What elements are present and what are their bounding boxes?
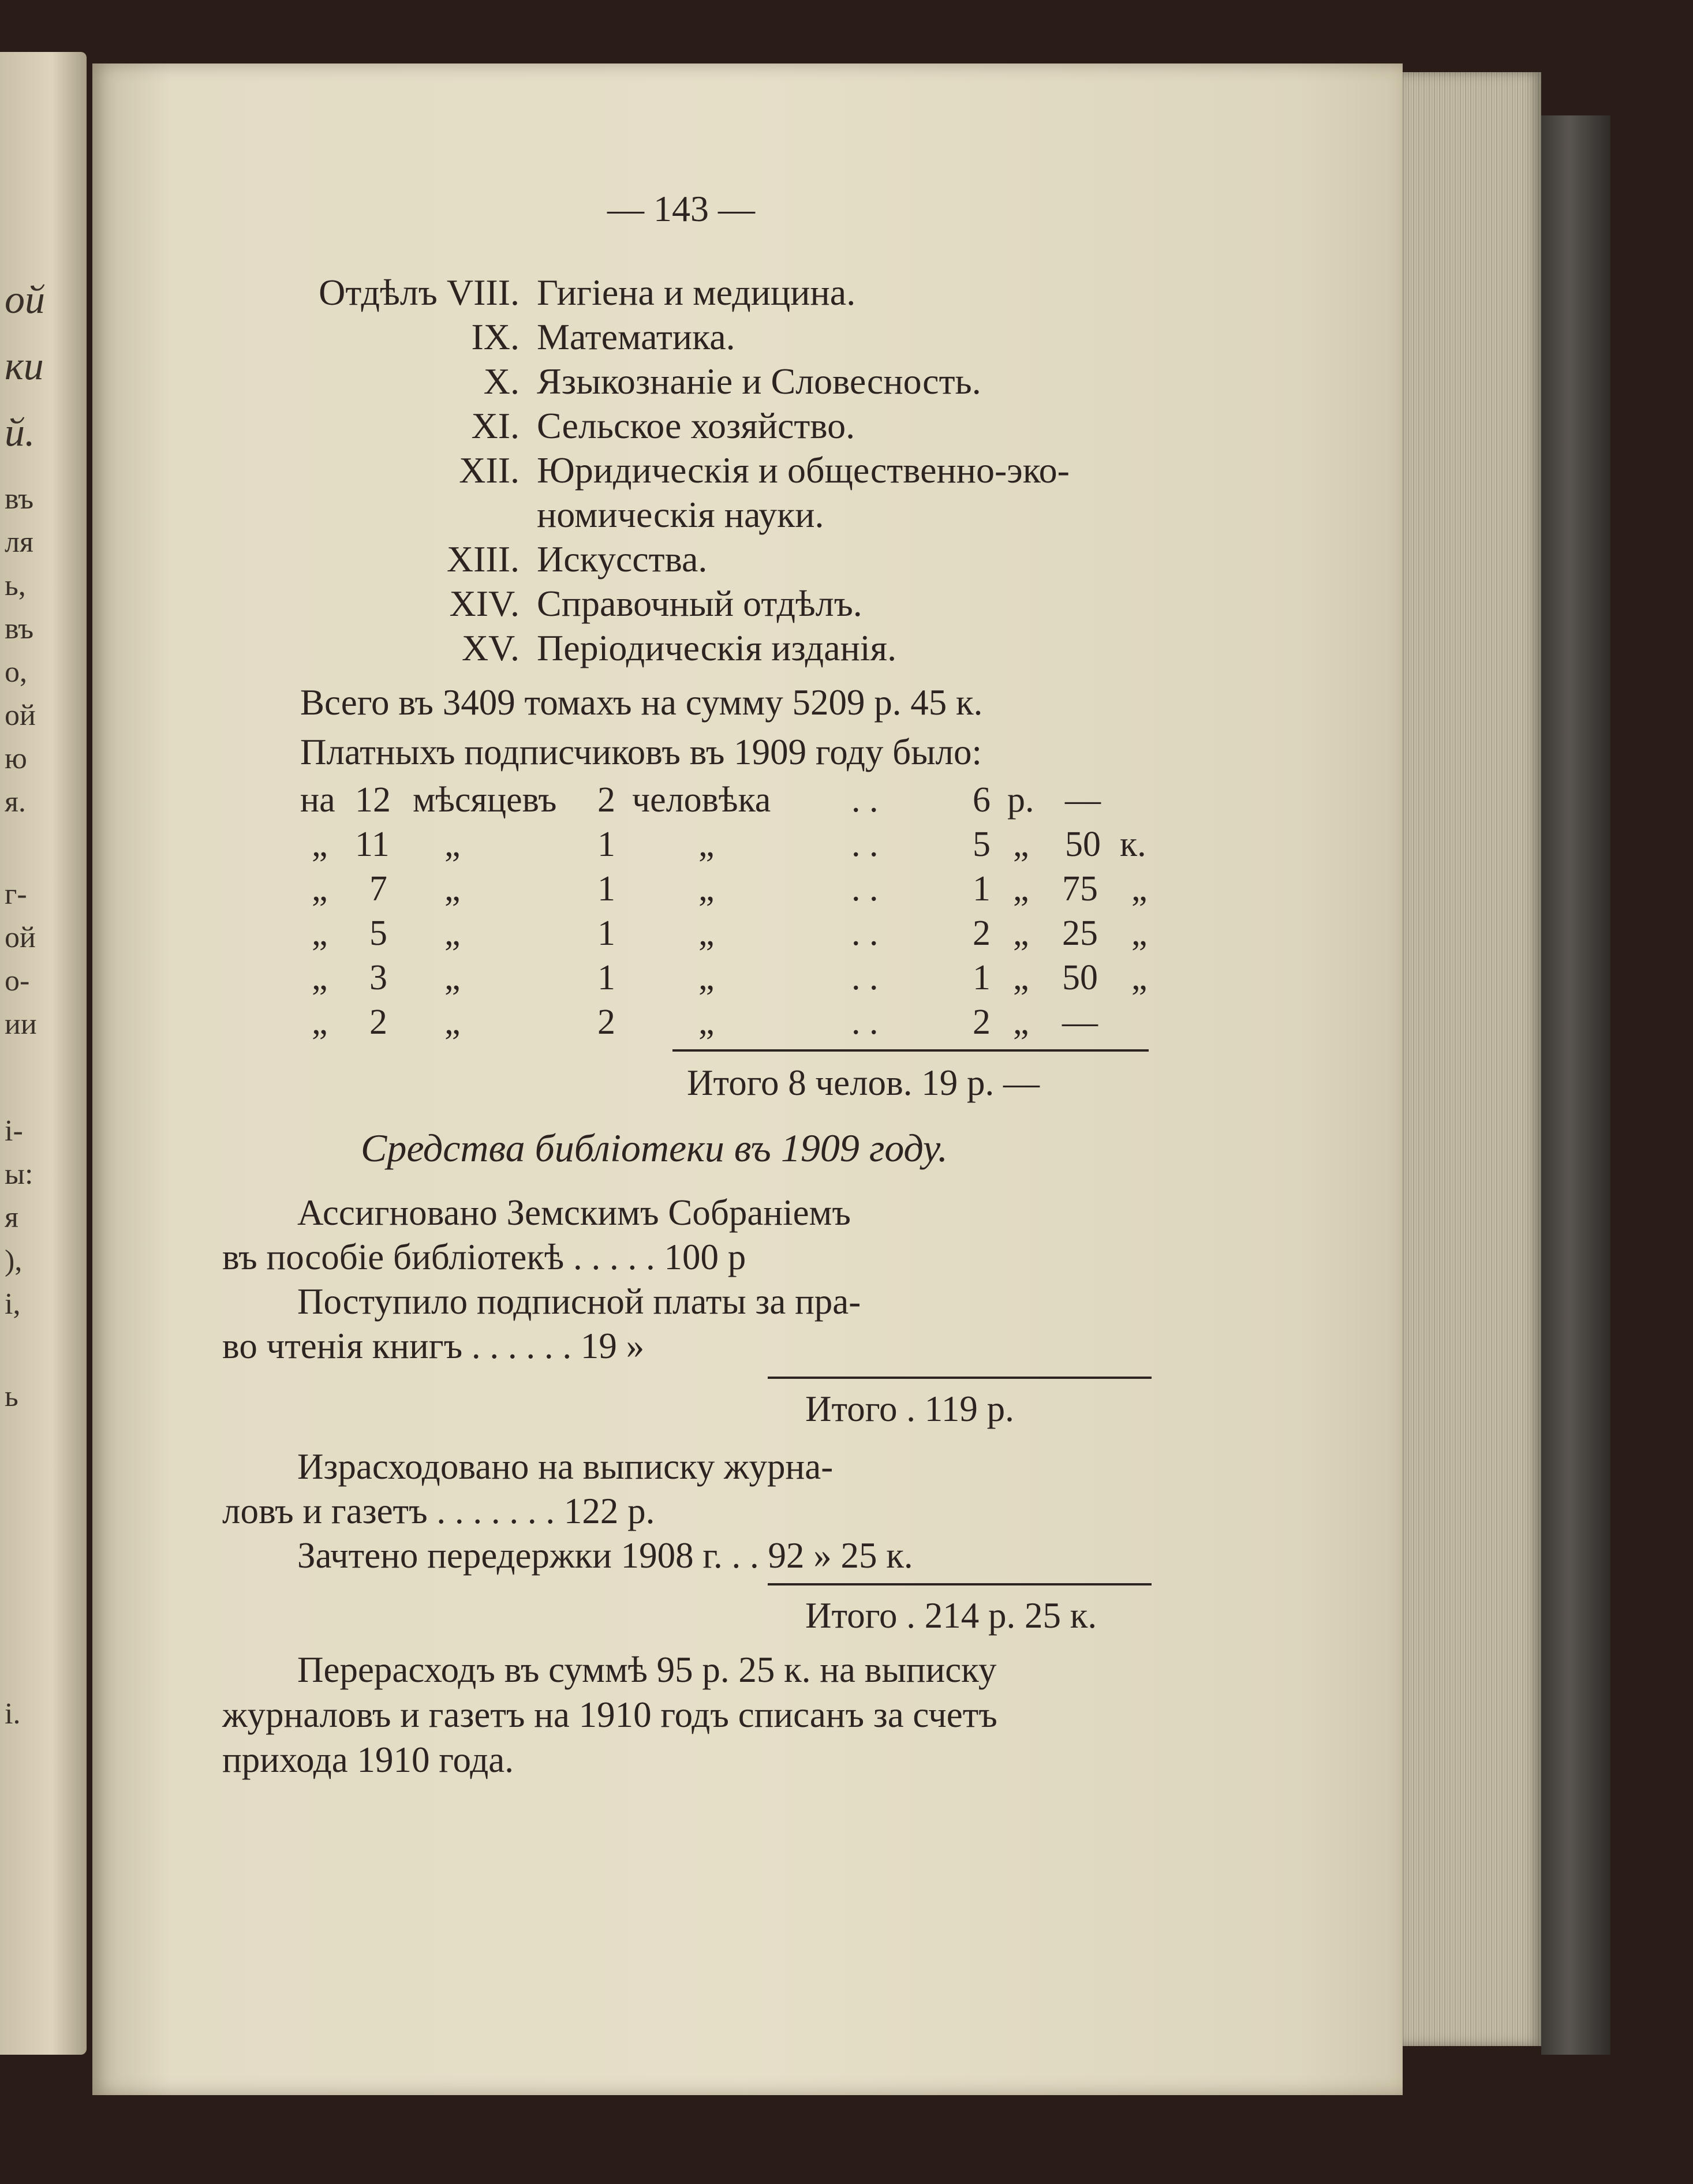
- person-count: 1: [597, 869, 615, 908]
- total-rule: [768, 1583, 1152, 1585]
- kopecks: 25: [1062, 914, 1098, 953]
- income-total: Итого . 119 р.: [805, 1389, 1014, 1429]
- department-title: Справочный отдѣлъ.: [537, 583, 862, 624]
- total-volumes: Всего въ 3409 томахъ на сумму 5209 р. 45 к.: [300, 682, 983, 723]
- leader-dots: . .: [851, 1003, 879, 1042]
- department-title: Математика.: [537, 316, 735, 357]
- facing-page-fragment: ю: [5, 742, 27, 775]
- months-unit: „: [444, 914, 461, 953]
- months: 3: [369, 958, 387, 997]
- leader-dots: . .: [851, 869, 879, 908]
- leader-dots: . .: [851, 780, 879, 820]
- rubles: 2: [973, 914, 991, 953]
- facing-page-fragment: й.: [5, 410, 35, 455]
- subscriber-row: [300, 1004, 1154, 1045]
- facing-page-fragment: ой: [5, 278, 45, 322]
- department-title-continuation: номическія науки.: [537, 494, 824, 535]
- rubles: 6: [973, 780, 991, 820]
- facing-page-fragment: ки: [5, 344, 44, 388]
- facing-page-fragment: я.: [5, 786, 26, 818]
- facing-page-fragment: ии: [5, 1008, 37, 1041]
- persons-unit: „: [698, 869, 715, 908]
- department-number: Отдѣлъ VIII.: [319, 272, 520, 313]
- kopecks-unit: „: [1131, 869, 1148, 908]
- months: 2: [369, 1003, 387, 1042]
- persons-unit: „: [698, 958, 715, 997]
- months: 11: [355, 825, 390, 864]
- facing-page-fragment: і.: [5, 1697, 21, 1730]
- subscriber-row: [300, 960, 1154, 1000]
- subscriber-row: [300, 827, 1154, 867]
- months: 7: [369, 869, 387, 908]
- row-prefix: „: [312, 825, 328, 864]
- rubles: 1: [973, 869, 991, 908]
- expense-line: ловъ и газетъ . . . . . . . 122 р.: [222, 1491, 655, 1531]
- facing-page-fragment: ой: [5, 699, 36, 732]
- persons-unit: „: [698, 1003, 715, 1042]
- facing-page-fragment: о-: [5, 964, 30, 997]
- department-title: Сельское хозяйство.: [537, 405, 855, 446]
- department-number: IX.: [471, 316, 520, 357]
- rubles: 1: [973, 958, 991, 997]
- facing-page-fragment: ы:: [5, 1158, 33, 1191]
- facing-page-fragment: ),: [5, 1244, 23, 1277]
- months-unit: мѣсяцевъ: [413, 780, 557, 820]
- months-unit: „: [444, 869, 461, 908]
- department-number: XII.: [459, 450, 520, 491]
- expense-total: Итого . 214 р. 25 к.: [805, 1595, 1097, 1636]
- rubles-unit: „: [1013, 914, 1029, 953]
- kopecks: 75: [1062, 869, 1098, 908]
- row-prefix: „: [312, 958, 328, 997]
- kopecks-unit: к.: [1120, 825, 1146, 864]
- rubles-unit: „: [1013, 825, 1029, 864]
- book-cover: [1541, 115, 1610, 2055]
- section-title: Средства библіотеки въ 1909 году.: [361, 1126, 948, 1170]
- kopecks: 50: [1065, 825, 1101, 864]
- facing-page-fragment: і-: [5, 1115, 23, 1147]
- person-count: 1: [597, 958, 615, 997]
- person-count: 1: [597, 825, 615, 864]
- closing-line: прихода 1910 года.: [222, 1740, 514, 1780]
- kopecks: 50: [1062, 958, 1098, 997]
- facing-page-fragment: г-: [5, 878, 27, 911]
- department-number: XI.: [471, 405, 520, 446]
- facing-page-fragment: въ: [5, 483, 34, 515]
- leader-dots: . .: [851, 914, 879, 953]
- facing-page-fragment: о,: [5, 656, 27, 689]
- page-block-edges: [1403, 72, 1541, 2046]
- row-prefix: на: [300, 780, 335, 820]
- facing-page-fragment: я: [5, 1201, 18, 1234]
- rubles: 2: [973, 1003, 991, 1042]
- facing-page-fragment: і,: [5, 1288, 21, 1321]
- row-prefix: „: [312, 1003, 328, 1042]
- department-title: Языкознаніе и Словесность.: [537, 361, 981, 402]
- kopecks-unit: „: [1131, 914, 1148, 953]
- facing-page-fragment: ой: [5, 921, 36, 954]
- months-unit: „: [444, 1003, 461, 1042]
- persons-unit: „: [698, 825, 715, 864]
- facing-page-fragment: ь,: [5, 569, 26, 602]
- department-number: XIII.: [446, 538, 520, 579]
- persons-unit: человѣка: [632, 780, 771, 820]
- total-rule: [768, 1377, 1152, 1379]
- kopecks: —: [1065, 780, 1101, 820]
- income-line: въ пособіе библіотекѣ . . . . . 100 р: [222, 1237, 746, 1277]
- department-title: Періодическія изданія.: [537, 627, 897, 668]
- subscriber-row: [300, 782, 1154, 822]
- row-prefix: „: [312, 914, 328, 953]
- page-number: — 143 —: [607, 188, 755, 229]
- persons-unit: „: [698, 914, 715, 953]
- facing-page-fragment: ь: [5, 1380, 18, 1413]
- facing-page-fragment: въ: [5, 612, 34, 645]
- subscribers-total: Итого 8 челов. 19 р. —: [687, 1063, 1040, 1103]
- rubles: 5: [973, 825, 991, 864]
- months-unit: „: [444, 825, 461, 864]
- leader-dots: . .: [851, 825, 879, 864]
- facing-page-fragment: ля: [5, 526, 33, 559]
- income-line: во чтенія книгъ . . . . . . 19 »: [222, 1326, 645, 1366]
- closing-line: Перерасходъ въ суммѣ 95 р. 25 к. на выписку: [297, 1650, 997, 1690]
- subscribers-intro: Платныхъ подписчиковъ въ 1909 году было:: [300, 732, 982, 772]
- department-title: Искусства.: [537, 538, 708, 579]
- rubles-unit: „: [1013, 869, 1029, 908]
- department-title: Юридическія и общественно-эко-: [537, 450, 1070, 491]
- income-line: Ассигновано Земскимъ Собраніемъ: [297, 1192, 851, 1233]
- leader-dots: . .: [851, 958, 879, 997]
- subscriber-row: [300, 915, 1154, 956]
- rubles-unit: р.: [1007, 780, 1034, 820]
- subscriber-row: [300, 871, 1154, 911]
- expense-line: Зачтено передержки 1908 г. . . 92 » 25 к.: [297, 1535, 913, 1576]
- closing-line: журналовъ и газетъ на 1910 годъ списанъ за счетъ: [222, 1695, 997, 1735]
- months: 12: [355, 780, 391, 820]
- person-count: 2: [597, 1003, 615, 1042]
- rubles-unit: „: [1013, 1003, 1029, 1042]
- kopecks-unit: „: [1131, 958, 1148, 997]
- row-prefix: „: [312, 869, 328, 908]
- person-count: 2: [597, 780, 615, 820]
- department-number: XIV.: [449, 583, 520, 624]
- department-number: XV.: [461, 627, 520, 668]
- rubles-unit: „: [1013, 958, 1029, 997]
- facing-page-edge: [0, 52, 87, 2055]
- income-line: Поступило подписной платы за пра-: [297, 1281, 861, 1322]
- kopecks: —: [1062, 1003, 1098, 1042]
- total-rule: [672, 1049, 1149, 1052]
- months: 5: [369, 914, 387, 953]
- person-count: 1: [597, 914, 615, 953]
- department-title: Гигіена и медицина.: [537, 272, 856, 313]
- months-unit: „: [444, 958, 461, 997]
- department-number: X.: [483, 361, 520, 402]
- expense-line: Израсходовано на выписку журна-: [297, 1446, 834, 1487]
